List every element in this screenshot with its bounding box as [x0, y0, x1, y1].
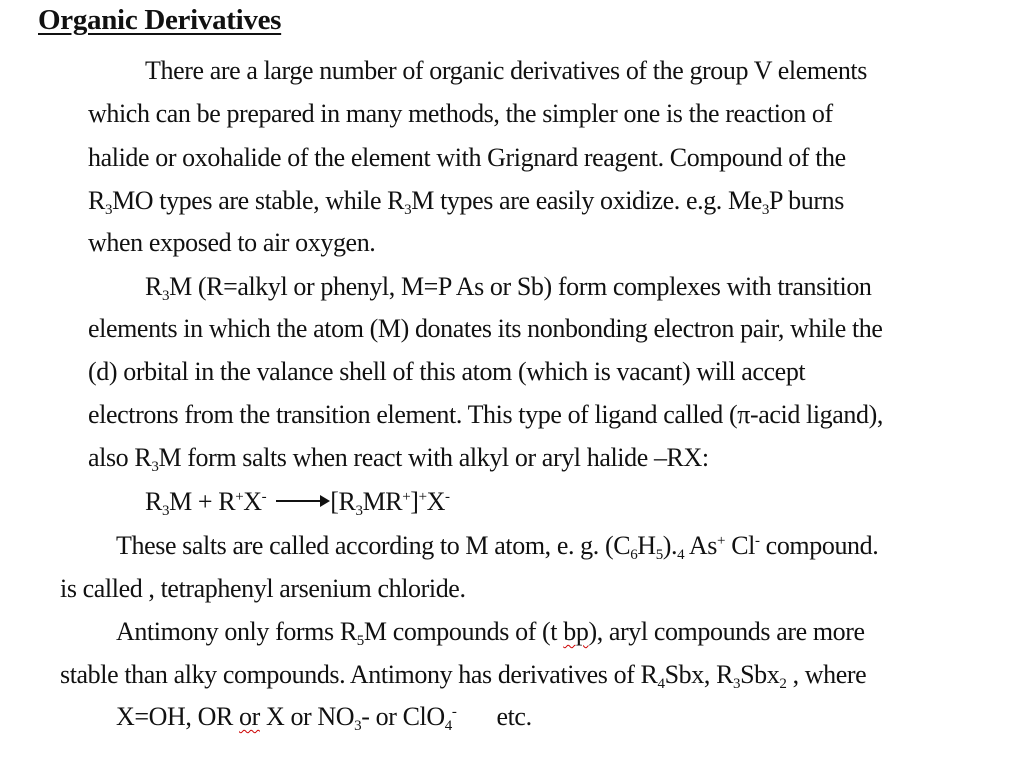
- page-title: Organic Derivatives: [38, 4, 282, 36]
- reaction-equation: $R_3M + R^+X^-$ $[R_3MR^+]^+X^-$: [145, 487, 450, 519]
- spellcheck-word: bp: [563, 617, 589, 646]
- p2-line-4: electrons from the transition element. This type of ligand called (π-acid ligand),: [88, 400, 883, 429]
- spellcheck-word: or: [239, 702, 260, 731]
- p1-line-1: There are a large number of organic derivatives of the group V elements: [145, 56, 867, 85]
- p3-line-1: These salts are called according to M atom, e. g. $(C_6H_5)._4$ As+ Cl- compound.: [116, 531, 879, 563]
- p4-line-2: stable than alky compounds. Antimony has derivatives of $R_4Sbx$, $R_3Sbx_2$ , where: [60, 660, 867, 692]
- p3-line-2: is called , tetraphenyl arsenium chloride.: [60, 574, 466, 603]
- p1-line-4: $R_3MO$ types are stable, while $R_3M$ types are easily oxidize. e.g. $Me_3P$ burns: [88, 186, 844, 218]
- p4-line-3: X=OH, OR or X or $NO_3-$ or ClO$_4$- etc.: [116, 702, 532, 734]
- p2-line-3: (d) orbital in the valance shell of this atom (which is vacant) will accept: [88, 357, 806, 386]
- p2-line-1: $R_3M$ (R=alkyl or phenyl, M=P As or Sb) form complexes with transition: [145, 272, 872, 304]
- p1-line-3: halide or oxohalide of the element with Grignard reagent. Compound of the: [88, 143, 846, 172]
- p4-line-1: Antimony only forms $R_5M$ compounds of (t bp), aryl compounds are more: [116, 617, 865, 649]
- p2-line-5: also $R_3M$ form salts when react with alkyl or aryl halide –RX:: [88, 443, 709, 475]
- reaction-arrow-icon: [276, 500, 328, 502]
- p2-line-2: elements in which the atom (M) donates its nonbonding electron pair, while the: [88, 314, 883, 343]
- p1-line-2: which can be prepared in many methods, the simpler one is the reaction of: [88, 99, 833, 128]
- p1-line-5: when exposed to air oxygen.: [88, 228, 376, 257]
